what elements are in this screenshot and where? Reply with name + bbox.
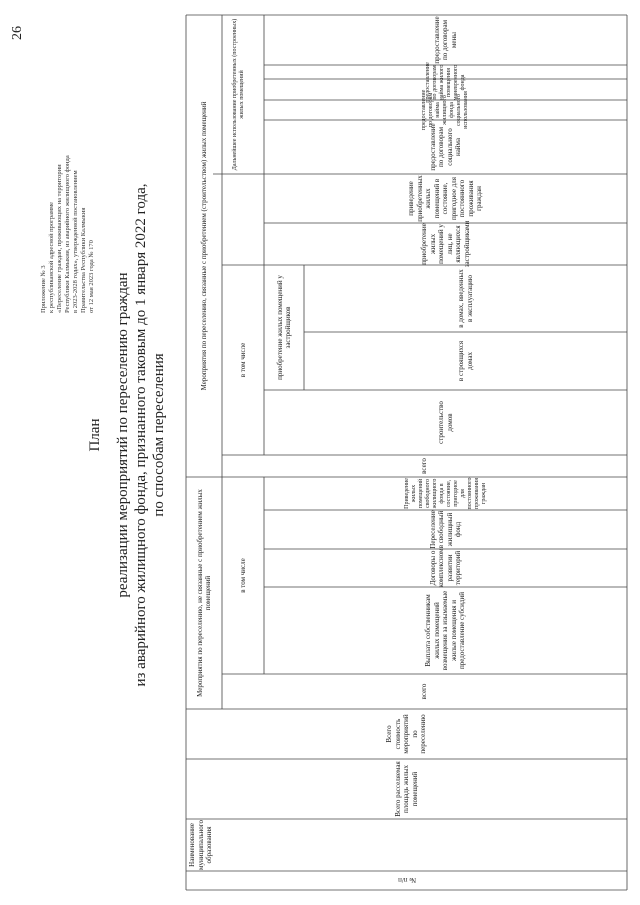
header-total-area: Всего расселяемая площадь жилых помещений [393, 761, 419, 817]
header-maneuver-fund: предоставление по договорам найма жилого помещения маневренного фонда [424, 62, 466, 103]
header-municipality: Наименование муниципального образования [188, 820, 213, 870]
appendix-line: от 12 мая 2023 года № 170 [88, 240, 95, 313]
header-bring-acquired: приведение приобретенных жилых помещений в состояние, пригодное для постоянного проживания граждан [407, 175, 484, 222]
header-territory-development: Договоры о комплексном развитии территорий [428, 548, 462, 588]
header-group-a-total: всего [420, 683, 429, 700]
header-text: № п/п [397, 876, 416, 885]
appendix-line: в 2023-2028 годах», утвержденной постановлением [72, 170, 79, 313]
header-social-use-fund: предоставление по договорам найма жилищного фонда социального использования [421, 89, 469, 131]
appendix-line: к республиканской адресной программе [48, 201, 55, 313]
header-compensation: Выплата собственникам жилых помещений возмещения за изымаемые жилые помещения и предоставление субсидий [424, 590, 467, 671]
header-group-acquisition: Мероприятия по переселению, связанные с приобретением (строительством) жилых помещений [199, 101, 208, 391]
header-row-number [186, 871, 627, 890]
header-social-rent: предоставление по договорам социального найма [428, 123, 462, 171]
title-line: реализации мероприятий по переселению граждан [115, 272, 131, 598]
header-group-b-total: всего [420, 458, 429, 474]
header-group-no-acquisition: Мероприятия по переселению, не связанные с приобретением жилых помещений [195, 489, 212, 697]
appendix-line: «Переселение граждан, проживающих на территории [56, 164, 63, 313]
header-purchase-from-others: приобретение жилых помещений у лиц, не являющихся застройщиками [420, 220, 471, 268]
header-free-fund: Переселение в свободный жилищный фонд [428, 510, 462, 549]
header-group-a-including: в том числе [238, 558, 247, 593]
header-group-b-including: в том числе [238, 342, 247, 378]
appendix-line: Правительства Республики Калмыкия [80, 207, 87, 313]
header-purchase-from-developers: приобретение жилых помещений у застройщиков [275, 275, 292, 380]
header-total-cost: Всего стоимость мероприятий по переселению [385, 714, 428, 754]
header-exchange: предоставление по договорам мены [432, 16, 458, 64]
header-house-construction: строительство домов [437, 401, 454, 444]
title-word: План [87, 418, 103, 452]
header-bring-free-fund: Приведение жилых помещений свободного жилищного фонда в состояние, пригодное для постоянного проживания граждан [403, 477, 487, 510]
title-line: по способам переселения [151, 353, 167, 517]
header-further-use: Дальнейшее использование приобретенных (построенных) жилых помещений [231, 18, 245, 171]
appendix-line: Приложение № 3 [40, 265, 47, 313]
page-number: 26 [10, 26, 25, 40]
header-commissioned: в домах, введенных в эксплуатацию [457, 269, 474, 328]
appendix-line: Республики Калмыкия, из аварийного жилищного фонда [64, 155, 71, 313]
header-under-construction: в строящихся домах [457, 340, 474, 382]
title-line: из аварийного жилищного фонда, признанного таковым до 1 января 2022 года, [133, 183, 149, 687]
